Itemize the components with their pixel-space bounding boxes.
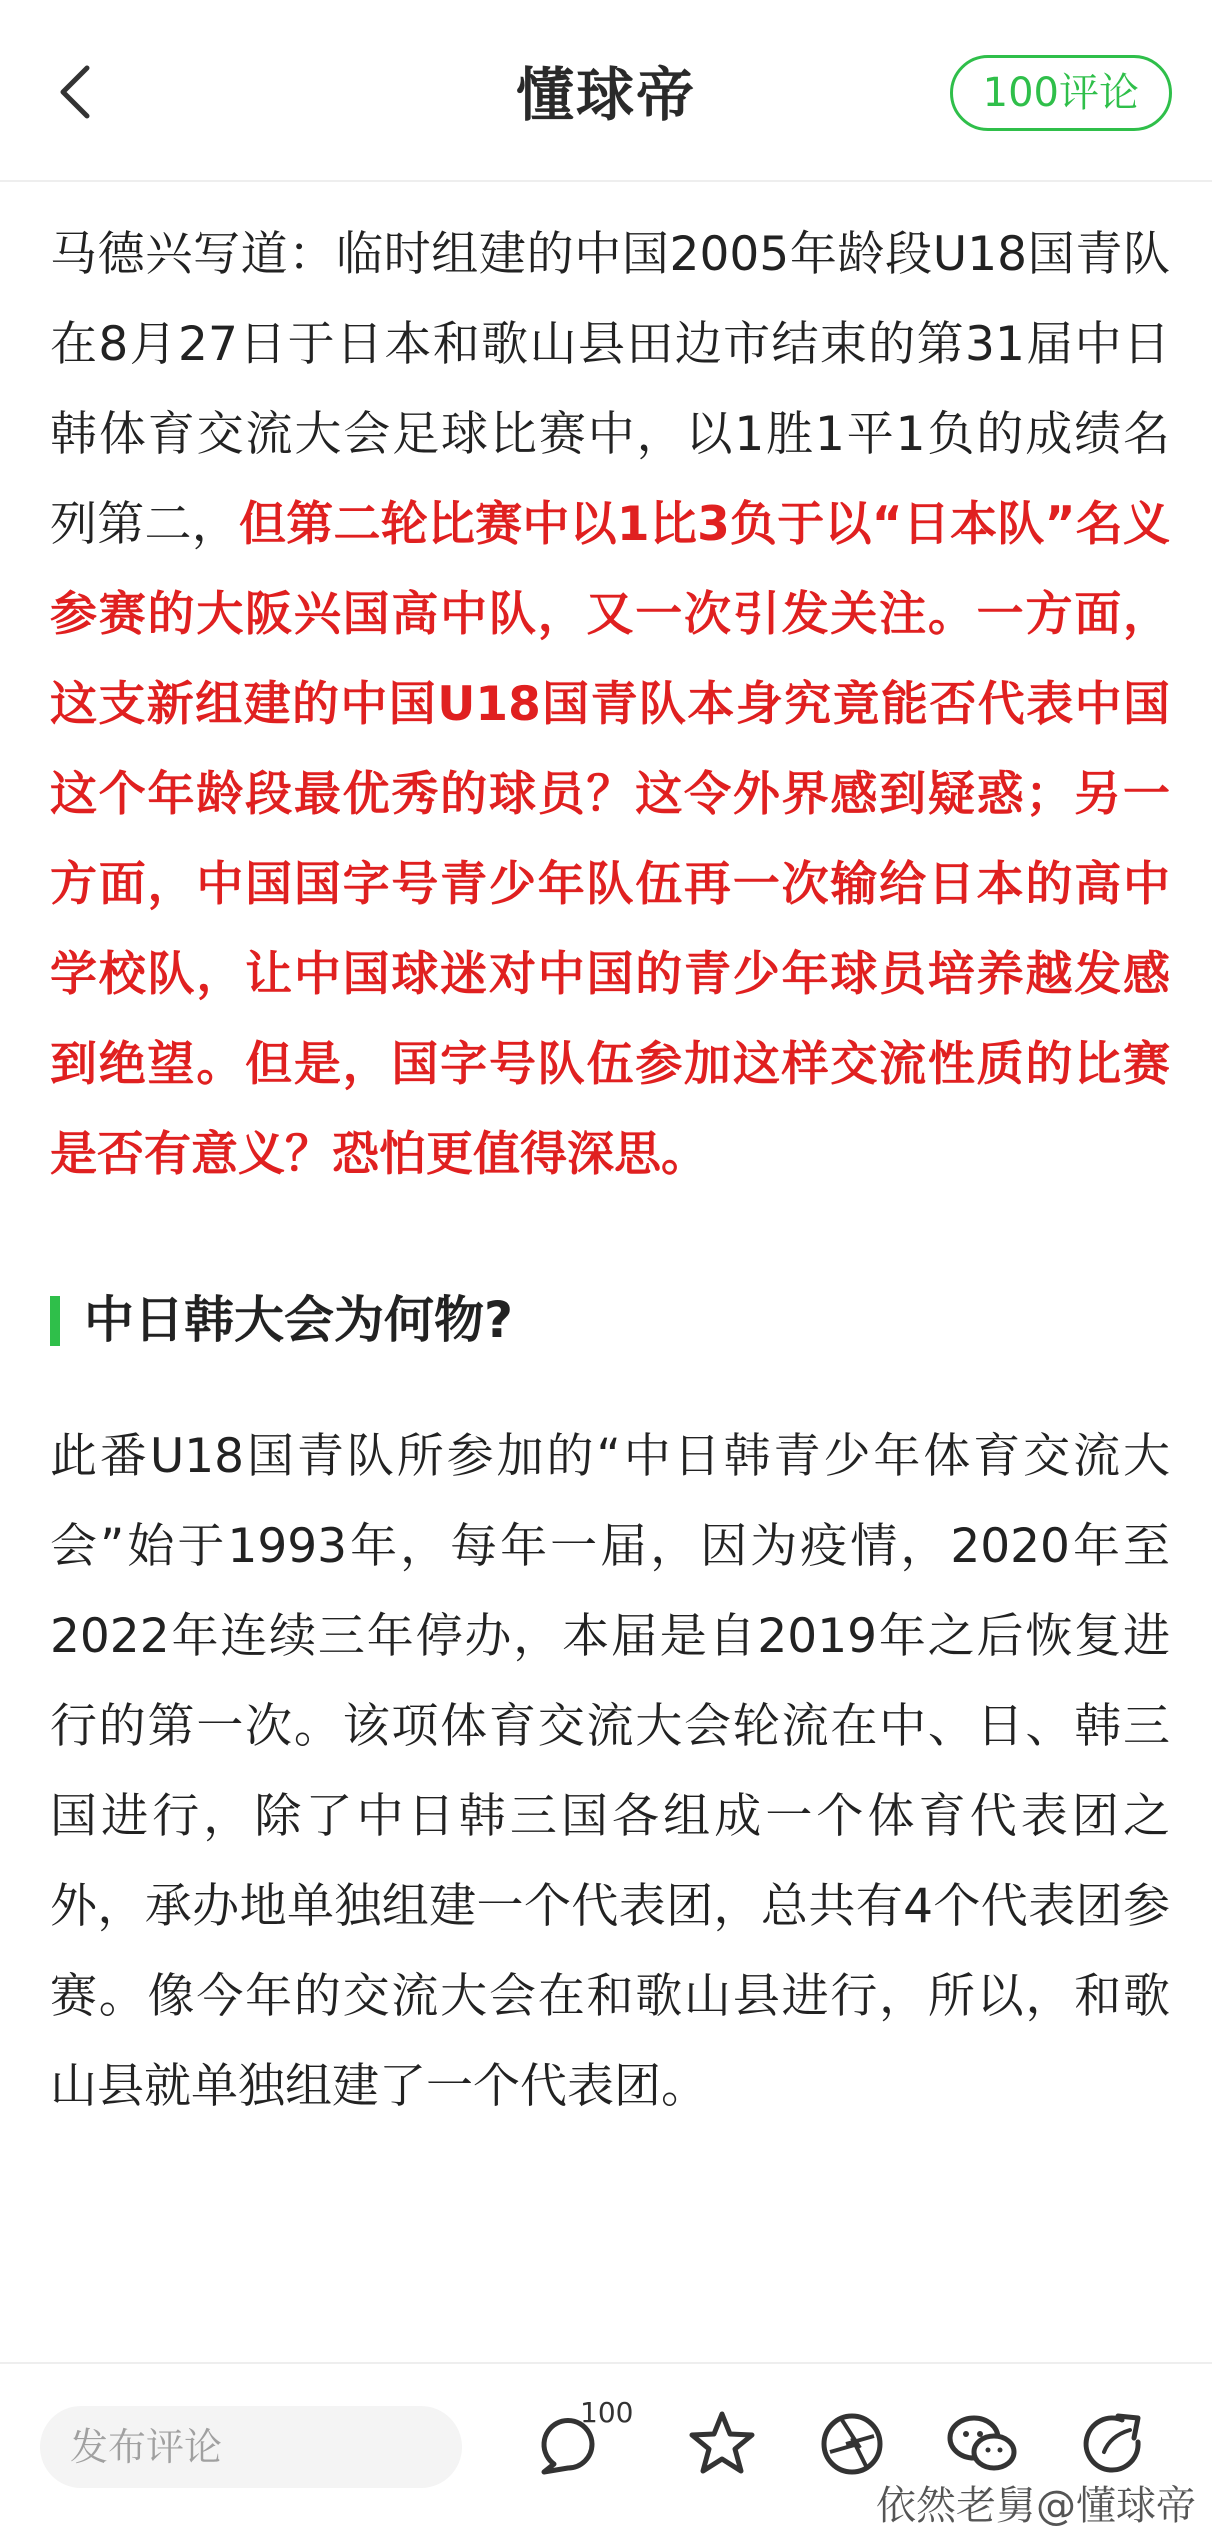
comment-count-badge: 100	[580, 2396, 634, 2429]
heading-accent-bar	[50, 1296, 60, 1346]
highlighted-text: 但第二轮比赛中以1比3负于以“日本队”名义参赛的大阪兴国高中队，又一次引发关注。一方面，这支新组建的中国U18国青队本身究竟能否代表中国这个年龄段最优秀的球员？这令外界感到疑惑；另一方面，中国国字号青少年队伍再一次输给日本的高中学校队，让中国球迷对中国的青少年球员培养越发感到绝望。但是，国字号队伍参加这样交流性质的比赛是否有意义？恐怕更值得深思。	[50, 497, 1170, 1182]
app-brand-title: 懂球帝	[515, 61, 696, 129]
wechat-share-button[interactable]	[942, 2404, 1022, 2484]
wechat-icon	[944, 2408, 1020, 2480]
section-heading	[50, 1284, 1170, 1356]
share-moments-button[interactable]	[812, 2404, 892, 2484]
section-heading-text: 中日韩大会为何物?	[84, 1291, 514, 1349]
comment-input[interactable]: 发布评论	[40, 2406, 462, 2488]
paragraph-text: 马德兴写道：临时组建的中国2005年龄段U18国青队在8月27日于日本和歌山县田边市结束的第31届中日韩体育交流大会足球比赛中，以1胜1平1负的成绩名列第二，	[50, 227, 1170, 552]
comments-button[interactable]: 100评论	[950, 55, 1172, 131]
bottom-action-bar	[0, 2362, 1212, 2532]
favorite-button[interactable]	[682, 2404, 762, 2484]
share-button[interactable]	[1074, 2404, 1154, 2484]
article-body	[50, 210, 1170, 2132]
moments-shutter-icon	[816, 2408, 888, 2480]
watermark: 依然老舅@懂球帝	[876, 2483, 1196, 2529]
article-paragraph-1	[50, 210, 1170, 1200]
article-paragraph-2: 此番U18国青队所参加的“中日韩青少年体育交流大会”始于1993年，每年一届，因为疫情，2020年至2022年连续三年停办，本届是自2019年之后恢复进行的第一次。该项体育交流大会轮流在中、日、韩三国进行，除了中日韩三国各组成一个体育代表团之外，承办地单独组建一个代表团，总共有4个代表团参赛。像今年的交流大会在和歌山县进行，所以，和歌山县就单独组建了一个代表团。	[50, 1429, 1170, 2114]
star-icon	[686, 2408, 758, 2480]
share-icon	[1078, 2408, 1150, 2480]
top-bar	[0, 0, 1212, 182]
